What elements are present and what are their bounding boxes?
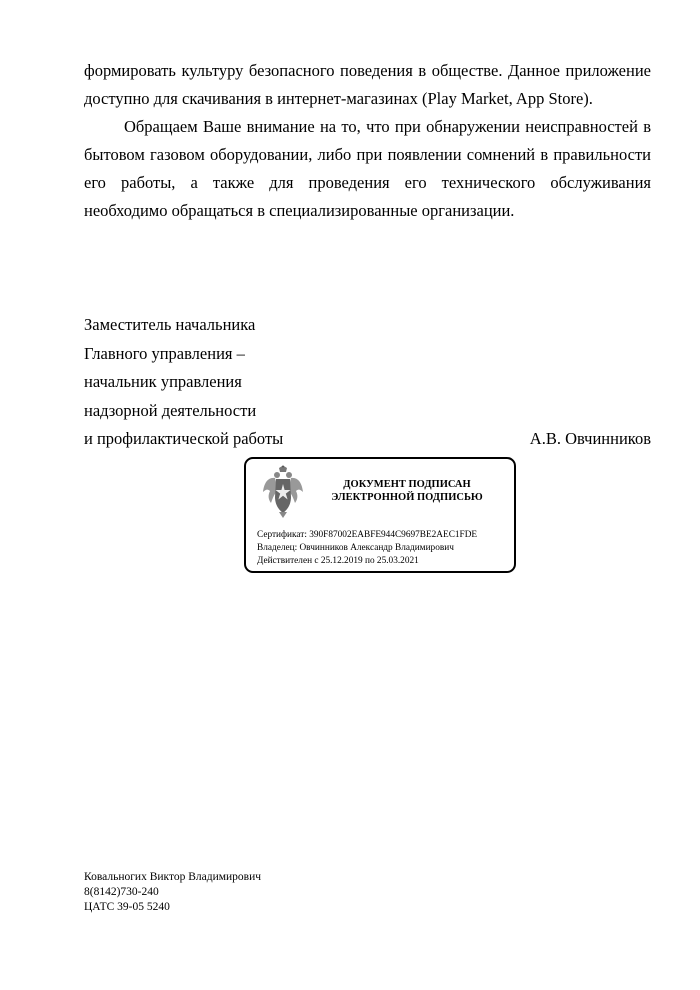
stamp-title-line-2: ЭЛЕКТРОННОЙ ПОДПИСЬЮ (331, 492, 483, 503)
position-line-1: Заместитель начальника (84, 315, 256, 334)
signer-name: А.В. Овчинников (529, 429, 651, 448)
executor-info (84, 870, 261, 915)
signature-block (84, 311, 651, 454)
stamp-validity: Действителен с 25.12.2019 по 25.03.2021 (257, 556, 419, 566)
stamp-certificate: Сертификат: 390F87002EABFE944C9697BE2AEC1FDE (257, 530, 478, 540)
executor-name: Ковальногих Виктор Владимирович (84, 871, 262, 883)
emercom-emblem-icon (262, 465, 304, 519)
position-line-3: начальник управления (84, 372, 242, 391)
executor-tsats: ЦАТС 39-05 5240 (84, 901, 170, 913)
stamp-details (257, 529, 477, 568)
body-paragraph-2: Обращаем Ваше внимание на то, что при обнаружении неисправностей в бытовом газовом оборудовании, либо при появлении сомнений в правильности его работы, а также для проведения его технического обслуживания необходимо обращаться в специализированные организации. (84, 117, 651, 220)
electronic-signature-stamp (244, 457, 516, 573)
body-paragraph-1: формировать культуру безопасного поведения в обществе. Данное приложение доступно для скачивания в интернет-магазинах (Play Market, App Store). (84, 61, 651, 108)
position-last-row (84, 425, 651, 454)
position-line-2: Главного управления – (84, 343, 245, 363)
stamp-owner: Владелец: Овчинников Александр Владимирович (257, 543, 454, 553)
executor-phone: 8(8142)730-240 (84, 886, 159, 898)
position-line-4: надзорной деятельности (84, 400, 257, 420)
position-line-5: и профилактической работы (84, 429, 284, 448)
stamp-title (308, 478, 506, 504)
letter-body (84, 57, 651, 225)
stamp-title-line-1: ДОКУМЕНТ ПОДПИСАН (343, 479, 471, 490)
